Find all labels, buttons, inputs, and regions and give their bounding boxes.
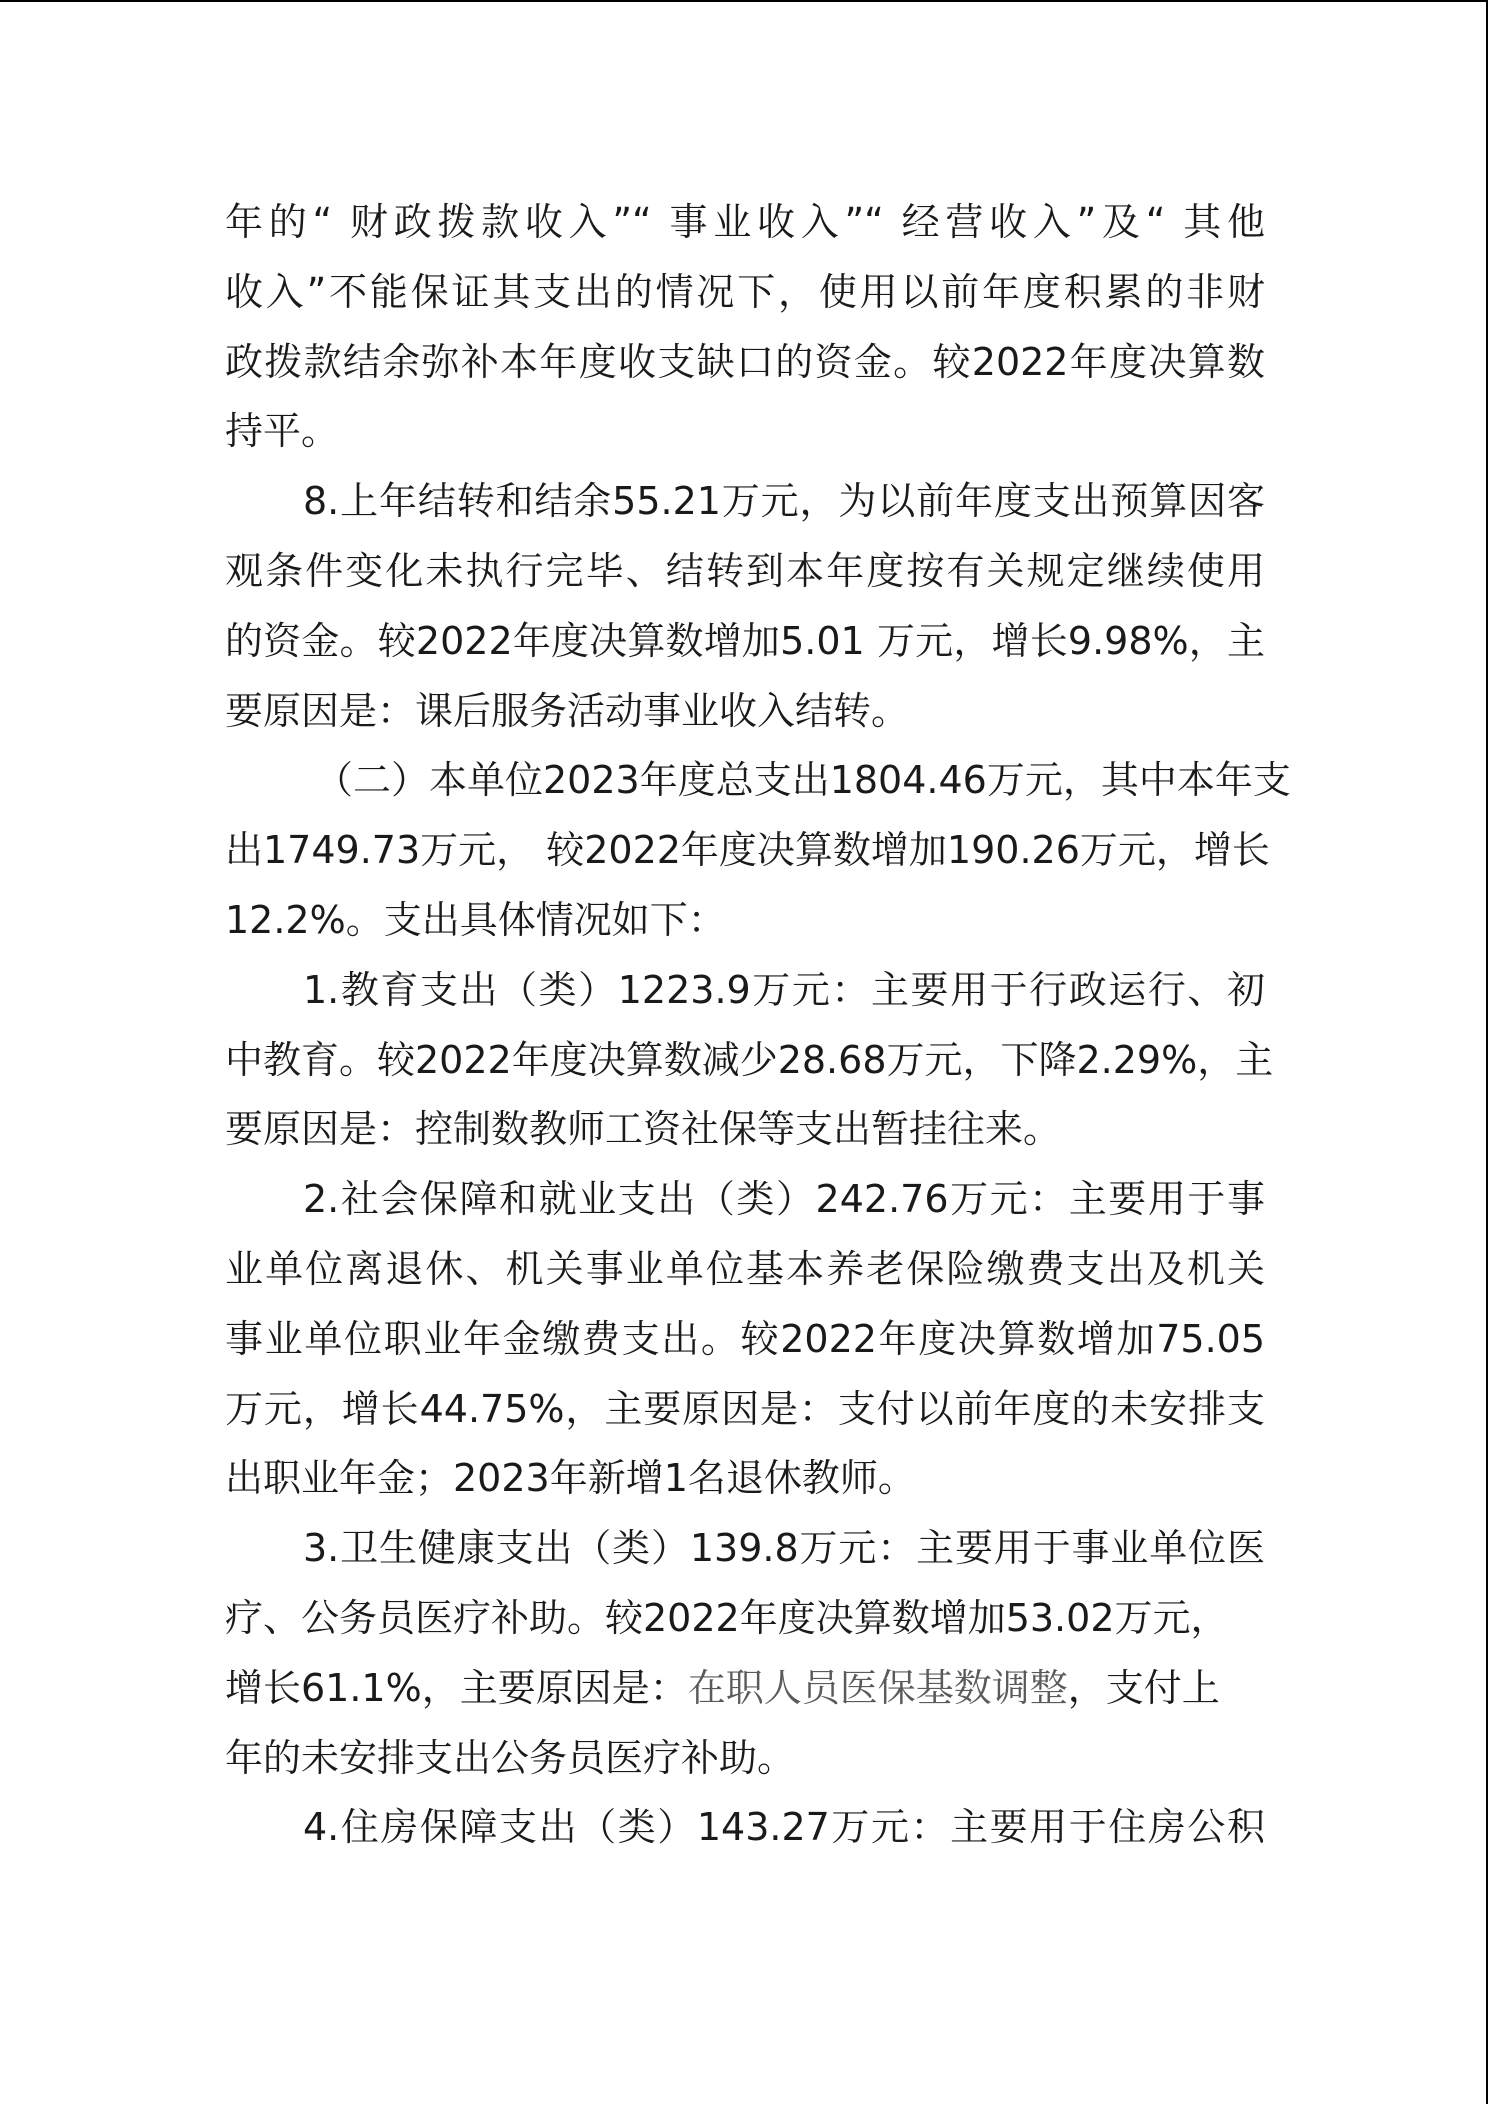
line-lead-text: 增长61.1%，主要原因是： — [225, 1665, 688, 1710]
paragraph-line: 3.卫生健康支出（类）139.8万元：主要用于事业单位医 — [303, 1526, 1265, 1571]
paragraph-line: 2.社会保障和就业支出（类）242.76万元：主要用于事 — [303, 1177, 1265, 1222]
paragraph-line: 观条件变化未执行完毕、结转到本年度按有关规定继续使用 — [225, 548, 1265, 593]
paragraph-line: 疗、公务员医疗补助。较2022年度决算数增加53.02万元， — [225, 1595, 1229, 1640]
paragraph-line: 万元，增长44.75%，主要原因是：支付以前年度的未安排支 — [225, 1386, 1265, 1431]
line-tail-text: ，支付上 — [1067, 1665, 1220, 1710]
paragraph-line: 收入”不能保证其支出的情况下，使用以前年度积累的非财 — [225, 269, 1265, 314]
paragraph-line: 业单位离退休、机关事业单位基本养老保险缴费支出及机关 — [225, 1246, 1265, 1291]
paragraph-line-mixed — [225, 1654, 1265, 1724]
paragraph-line: 事业单位职业年金缴费支出。较2022年度决算数增加75.05 — [225, 1316, 1265, 1361]
paragraph-line: 出职业年金；2023年新增1名退休教师。 — [225, 1456, 916, 1501]
paragraph-line: 年的“ 财政拨款收入”“ 事业收入”“ 经营收入”及“ 其他 — [225, 200, 1265, 244]
paragraph-line: 要原因是：课后服务活动事业收入结转。 — [225, 688, 910, 733]
paragraph-line: 4.住房保障支出（类）143.27万元：主要用于住房公积 — [303, 1805, 1265, 1850]
paragraph-line: 的资金。较2022年度决算数增加5.01 万元，增长9.98%，主 — [225, 618, 1265, 663]
paragraph-line: 12.2%。支出具体情况如下： — [225, 897, 726, 942]
document-body — [225, 188, 1291, 1863]
paragraph-line: 年的未安排支出公务员医疗补助。 — [225, 1735, 796, 1780]
paragraph-line: （二）本单位2023年度总支出1804.46万元，其中本年支 — [315, 758, 1291, 803]
paragraph-line: 中教育。较2022年度决算数减少28.68万元，下降2.29%，主 — [225, 1037, 1274, 1082]
page-top-border — [0, 0, 1488, 2]
paragraph-line: 要原因是：控制数教师工资社保等支出暂挂往来。 — [225, 1107, 1062, 1152]
paragraph-line: 8.上年结转和结余55.21万元，为以前年度支出预算因客 — [303, 479, 1265, 524]
paragraph-line: 政拨款结余弥补本年度收支缺口的资金。较2022年度决算数 — [225, 339, 1265, 384]
paragraph-line: 1.教育支出（类）1223.9万元：主要用于行政运行、初 — [303, 967, 1265, 1012]
paragraph-line: 出1749.73万元， 较2022年度决算数增加190.26万元，增长 — [225, 828, 1270, 873]
paragraph-line: 持平。 — [225, 409, 340, 454]
highlighted-reason-text: 在职人员医保基数调整 — [687, 1665, 1068, 1710]
